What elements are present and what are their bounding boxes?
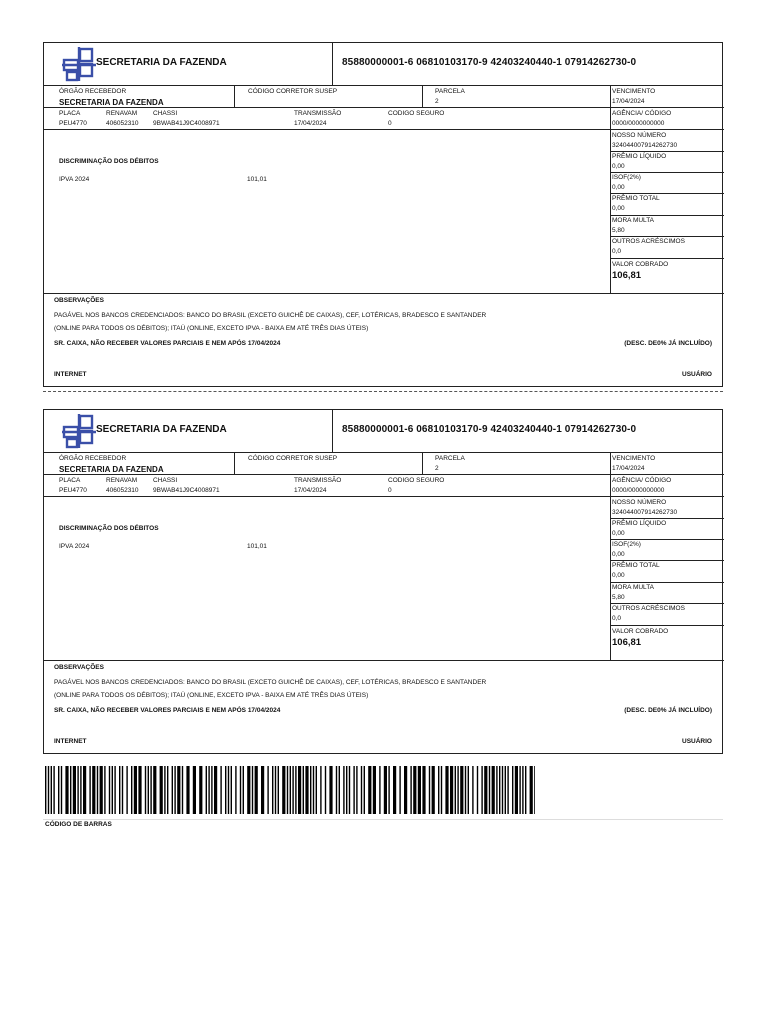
divider bbox=[610, 518, 724, 519]
premio-total-value: 0,00 bbox=[612, 205, 625, 212]
barcode-bar bbox=[160, 766, 163, 814]
barcode-bar bbox=[373, 766, 376, 814]
slip-header bbox=[44, 410, 722, 453]
barcode-bar bbox=[379, 766, 380, 814]
barcode-bar bbox=[182, 766, 183, 814]
barcode-bar bbox=[499, 766, 500, 814]
copy-label: USUÁRIO bbox=[682, 738, 712, 745]
outros-value: 0,0 bbox=[612, 615, 622, 622]
barcode-bar bbox=[122, 766, 123, 814]
barcode-bar bbox=[172, 766, 173, 814]
barcode-bar bbox=[502, 766, 503, 814]
barcode-bar bbox=[45, 766, 46, 814]
barcode-bar bbox=[368, 766, 371, 814]
debito-item-name: IPVA 2024 bbox=[59, 543, 90, 550]
orgao-value: SECRETARIA DA FAZENDA bbox=[59, 98, 164, 107]
barcode-bar bbox=[505, 766, 506, 814]
barcode-bar bbox=[131, 766, 132, 814]
barcode-bar bbox=[150, 766, 151, 814]
divider bbox=[43, 819, 723, 820]
agencia-value: 0000/0000000000 bbox=[612, 120, 665, 127]
barcode-bar bbox=[522, 766, 523, 814]
codigo-seguro-label: CODIGO SEGURO bbox=[388, 477, 445, 484]
barcode-bar bbox=[388, 766, 389, 814]
barcode-bar bbox=[343, 766, 344, 814]
observacoes-title: OBSERVAÇÕES bbox=[54, 664, 104, 671]
divider bbox=[234, 85, 235, 107]
valor-cobrado-value: 106,81 bbox=[612, 637, 642, 648]
barcode-bar bbox=[206, 766, 207, 814]
mora-multa-value: 5,80 bbox=[612, 594, 625, 601]
barcode-bar bbox=[432, 766, 435, 814]
divider bbox=[422, 85, 423, 107]
barcode-bar bbox=[119, 766, 120, 814]
barcode-bar bbox=[148, 766, 149, 814]
barcode-bar bbox=[261, 766, 264, 814]
barcode-bar bbox=[109, 766, 110, 814]
barcode-bar bbox=[399, 766, 400, 814]
debito-item-value: 101,01 bbox=[247, 176, 267, 183]
barcode-bar bbox=[153, 766, 156, 814]
divider bbox=[610, 539, 724, 540]
barcode-bar bbox=[404, 766, 407, 814]
vencimento-value: 17/04/2024 bbox=[612, 98, 645, 105]
payment-slip-2 bbox=[43, 409, 723, 754]
barcode-bar bbox=[134, 766, 137, 814]
parcela-label: PARCELA bbox=[435, 88, 465, 95]
barcode-bar bbox=[353, 766, 354, 814]
renavam-value: 406052310 bbox=[106, 487, 139, 494]
orgao-label: ÓRGÃO RECEBEDOR bbox=[59, 88, 127, 95]
barcode-bar bbox=[364, 766, 365, 814]
org-title: SECRETARIA DA FAZENDA bbox=[96, 424, 227, 435]
parcela-label: PARCELA bbox=[435, 455, 465, 462]
vencimento-label: VENCIMENTO bbox=[612, 455, 656, 462]
divider bbox=[610, 151, 724, 152]
divider bbox=[610, 258, 724, 259]
outros-label: OUTROS ACRÉSCIMOS bbox=[612, 238, 685, 245]
renavam-value: 406052310 bbox=[106, 120, 139, 127]
barcode-bar bbox=[275, 766, 276, 814]
barcode-bar bbox=[346, 766, 347, 814]
barcode-bar bbox=[429, 766, 430, 814]
barcode-bar bbox=[525, 766, 526, 814]
barcode-bar bbox=[100, 766, 103, 814]
barcode-bar bbox=[496, 766, 497, 814]
nosso-numero-label: NOSSO NÚMERO bbox=[612, 499, 667, 506]
observacoes-warning: SR. CAIXA, NÃO RECEBER VALORES PARCIAIS E NEM APÓS 17/04/2024 bbox=[54, 340, 281, 347]
barcode-bar bbox=[472, 766, 473, 814]
channel-label: INTERNET bbox=[54, 371, 87, 378]
observacoes-warning: SR. CAIXA, NÃO RECEBER VALORES PARCIAIS E NEM APÓS 17/04/2024 bbox=[54, 707, 281, 714]
org-title: SECRETARIA DA FAZENDA bbox=[96, 57, 227, 68]
divider bbox=[610, 85, 611, 293]
barcode-bar bbox=[145, 766, 146, 814]
premio-liquido-value: 0,00 bbox=[612, 163, 625, 170]
barcode-bar bbox=[339, 766, 340, 814]
divider bbox=[44, 107, 610, 108]
barcode-bar bbox=[325, 766, 326, 814]
barcode-bar bbox=[310, 766, 311, 814]
premio-total-label: PRÊMIO TOTAL bbox=[612, 195, 660, 202]
barcode-bar bbox=[89, 766, 90, 814]
barcode-bar bbox=[349, 766, 350, 814]
transmissao-label: TRANSMISSÃO bbox=[294, 110, 342, 117]
barcode-bar bbox=[530, 766, 533, 814]
premio-liquido-label: PRÊMIO LÍQUIDO bbox=[612, 153, 667, 160]
barcode-bar bbox=[477, 766, 478, 814]
barcode-bar bbox=[77, 766, 78, 814]
barcode-bar bbox=[167, 766, 168, 814]
divider bbox=[332, 43, 333, 85]
desc-note: (DESC. DE0% JÁ INCLUÍDO) bbox=[624, 340, 712, 347]
barcode-bar bbox=[53, 766, 54, 814]
barcode-bar bbox=[164, 766, 165, 814]
premio-liquido-label: PRÊMIO LÍQUIDO bbox=[612, 520, 667, 527]
barcode-bar bbox=[104, 766, 105, 814]
barcode-bar bbox=[410, 766, 411, 814]
divider bbox=[332, 410, 333, 452]
vencimento-label: VENCIMENTO bbox=[612, 88, 656, 95]
channel-label: INTERNET bbox=[54, 738, 87, 745]
transmissao-value: 17/04/2024 bbox=[294, 487, 327, 494]
barcode-bar bbox=[413, 766, 416, 814]
divider bbox=[610, 452, 611, 660]
barcode-bar bbox=[512, 766, 513, 814]
mora-multa-label: MORA MULTA bbox=[612, 217, 655, 224]
agencia-label: AGÊNCIA/ CÓDIGO bbox=[612, 477, 672, 484]
divider bbox=[610, 236, 724, 237]
renavam-label: RENAVAM bbox=[106, 477, 138, 484]
payment-slip-1 bbox=[43, 42, 723, 387]
divider bbox=[44, 293, 724, 294]
mora-multa-label: MORA MULTA bbox=[612, 584, 655, 591]
chassi-label: CHASSI bbox=[153, 110, 178, 117]
observacoes-title: OBSERVAÇÕES bbox=[54, 297, 104, 304]
barcode-bar bbox=[282, 766, 285, 814]
premio-liquido-value: 0,00 bbox=[612, 530, 625, 537]
orgao-label: ÓRGÃO RECEBEDOR bbox=[59, 455, 127, 462]
secretaria-logo-icon bbox=[62, 46, 98, 82]
barcode-bar bbox=[255, 766, 258, 814]
barcode-bar bbox=[97, 766, 98, 814]
barcode-bar bbox=[320, 766, 321, 814]
barcode-bar bbox=[481, 766, 482, 814]
barcode-bar bbox=[211, 766, 212, 814]
barcode-bar bbox=[83, 766, 86, 814]
desc-note: (DESC. DE0% JÁ INCLUÍDO) bbox=[624, 707, 712, 714]
codigo-seguro-value: 0 bbox=[388, 487, 392, 494]
debitos-title: DISCRIMINAÇÃO DOS DÉBITOS bbox=[59, 158, 159, 165]
barcode-bar bbox=[92, 766, 95, 814]
barcode-bar bbox=[240, 766, 241, 814]
barcode-bar bbox=[519, 766, 520, 814]
placa-value: PEU4770 bbox=[59, 120, 87, 127]
barcode-bar bbox=[455, 766, 456, 814]
premio-total-value: 0,00 bbox=[612, 572, 625, 579]
isof-label: ISOF(2%) bbox=[612, 541, 641, 548]
barcode-bar bbox=[272, 766, 273, 814]
barcode-bar bbox=[313, 766, 314, 814]
barcode-bar bbox=[384, 766, 387, 814]
divider bbox=[44, 496, 610, 497]
transmissao-label: TRANSMISSÃO bbox=[294, 477, 342, 484]
barcode-bar bbox=[80, 766, 81, 814]
barcode-bar bbox=[329, 766, 332, 814]
barcode-bar bbox=[48, 766, 49, 814]
parcela-value: 2 bbox=[435, 98, 439, 105]
divider bbox=[610, 496, 724, 497]
observacoes-line-2: (ONLINE PARA TODOS OS DÉBITOS); ITAÚ (ONLINE, EXCETO IPVA - BAIXA EM ATÉ TRÊS DIAS ÚTEIS) bbox=[54, 325, 369, 332]
isof-value: 0,00 bbox=[612, 551, 625, 558]
vencimento-value: 17/04/2024 bbox=[612, 465, 645, 472]
barcode-bar bbox=[468, 766, 469, 814]
divider bbox=[610, 129, 724, 130]
agencia-label: AGÊNCIA/ CÓDIGO bbox=[612, 110, 672, 117]
barcode-bar bbox=[174, 766, 175, 814]
divider bbox=[610, 582, 724, 583]
barcode-bar bbox=[199, 766, 202, 814]
barcode-bar bbox=[138, 766, 141, 814]
valor-cobrado-value: 106,81 bbox=[612, 270, 642, 281]
barcode-bar bbox=[422, 766, 425, 814]
barcode-digit-line: 85880000001-6 06810103170-9 42403240440-1 07914262730-0 bbox=[342, 57, 637, 68]
barcode-bar bbox=[177, 766, 180, 814]
barcode-bar bbox=[484, 766, 487, 814]
barcode-bar bbox=[186, 766, 189, 814]
divider bbox=[610, 474, 724, 475]
barcode-bar bbox=[305, 766, 308, 814]
placa-label: PLACA bbox=[59, 477, 81, 484]
barcode-bar bbox=[515, 766, 518, 814]
observacoes-line-1: PAGÁVEL NOS BANCOS CREDENCIADOS: BANCO DO BRASIL (EXCETO GUICHÊ DE CAIXAS), CEF, LOTÉRICAS, BRADESCO E SANTANDER bbox=[54, 679, 487, 686]
barcode-bar bbox=[247, 766, 250, 814]
valor-cobrado-label: VALOR COBRADO bbox=[612, 628, 669, 635]
corretor-label: CÓDIGO CORRETOR SUSEP bbox=[248, 88, 338, 95]
barcode-bar bbox=[214, 766, 217, 814]
barcode-bar bbox=[460, 766, 463, 814]
barcode-bar bbox=[450, 766, 453, 814]
divider bbox=[610, 172, 724, 173]
divider bbox=[44, 129, 610, 130]
barcode-bar bbox=[287, 766, 288, 814]
barcode-bar bbox=[278, 766, 279, 814]
barcode-bar bbox=[361, 766, 362, 814]
barcode-bar bbox=[225, 766, 226, 814]
barcode-bar bbox=[292, 766, 293, 814]
chassi-value: 9BWAB41J9C4008971 bbox=[153, 120, 220, 127]
barcode-bar bbox=[267, 766, 268, 814]
barcode-bar bbox=[534, 766, 535, 814]
renavam-label: RENAVAM bbox=[106, 110, 138, 117]
divider bbox=[610, 603, 724, 604]
premio-total-label: PRÊMIO TOTAL bbox=[612, 562, 660, 569]
codigo-seguro-label: CODIGO SEGURO bbox=[388, 110, 445, 117]
barcode-bar bbox=[336, 766, 337, 814]
barcode-bar bbox=[298, 766, 301, 814]
isof-value: 0,00 bbox=[612, 184, 625, 191]
barcode-bar bbox=[252, 766, 253, 814]
barcode-bar bbox=[393, 766, 396, 814]
barcode-bar bbox=[70, 766, 71, 814]
outros-value: 0,0 bbox=[612, 248, 622, 255]
barcode-bar bbox=[356, 766, 357, 814]
observacoes-line-2: (ONLINE PARA TODOS OS DÉBITOS); ITAÚ (ONLINE, EXCETO IPVA - BAIXA EM ATÉ TRÊS DIAS ÚTEIS) bbox=[54, 692, 369, 699]
copy-label: USUÁRIO bbox=[682, 371, 712, 378]
debitos-title: DISCRIMINAÇÃO DOS DÉBITOS bbox=[59, 525, 159, 532]
barcode-bar bbox=[220, 766, 221, 814]
debito-item-value: 101,01 bbox=[247, 543, 267, 550]
barcode-bar bbox=[295, 766, 296, 814]
barcode-bar bbox=[193, 766, 196, 814]
observacoes-line-1: PAGÁVEL NOS BANCOS CREDENCIADOS: BANCO DO BRASIL (EXCETO GUICHÊ DE CAIXAS), CEF, LOTÉRICAS, BRADESCO E SANTANDER bbox=[54, 312, 487, 319]
agencia-value: 0000/0000000000 bbox=[612, 487, 665, 494]
chassi-value: 9BWAB41J9C4008971 bbox=[153, 487, 220, 494]
barcode-bar bbox=[243, 766, 244, 814]
barcode-label: CÓDIGO DE BARRAS bbox=[45, 821, 112, 828]
barcode-bar bbox=[438, 766, 439, 814]
slip-header bbox=[44, 43, 722, 86]
barcode-bar bbox=[73, 766, 76, 814]
barcode-bar bbox=[114, 766, 115, 814]
barcode-bar bbox=[507, 766, 508, 814]
cut-line bbox=[43, 391, 723, 392]
outros-label: OUTROS ACRÉSCIMOS bbox=[612, 605, 685, 612]
barcode-bar bbox=[457, 766, 458, 814]
barcode-bar bbox=[51, 766, 52, 814]
barcode-bar bbox=[112, 766, 113, 814]
valor-cobrado-label: VALOR COBRADO bbox=[612, 261, 669, 268]
orgao-value: SECRETARIA DA FAZENDA bbox=[59, 465, 164, 474]
debito-item-name: IPVA 2024 bbox=[59, 176, 90, 183]
placa-value: PEU4770 bbox=[59, 487, 87, 494]
nosso-numero-value: 324044007914262730 bbox=[612, 509, 678, 516]
barcode-bar bbox=[290, 766, 291, 814]
divider bbox=[44, 474, 610, 475]
barcode-bar bbox=[208, 766, 209, 814]
barcode-bar bbox=[235, 766, 236, 814]
barcode-bar bbox=[441, 766, 442, 814]
barcode-bar bbox=[61, 766, 62, 814]
divider bbox=[44, 660, 724, 661]
barcode-digit-line: 85880000001-6 06810103170-9 42403240440-1 07914262730-0 bbox=[342, 424, 637, 435]
divider bbox=[610, 560, 724, 561]
barcode-bar bbox=[65, 766, 68, 814]
barcode-image bbox=[45, 766, 535, 814]
barcode-bar bbox=[231, 766, 232, 814]
chassi-label: CHASSI bbox=[153, 477, 178, 484]
barcode-bar bbox=[303, 766, 304, 814]
divider bbox=[422, 452, 423, 474]
barcode-bar bbox=[316, 766, 317, 814]
divider bbox=[610, 107, 724, 108]
transmissao-value: 17/04/2024 bbox=[294, 120, 327, 127]
barcode-bar bbox=[228, 766, 229, 814]
barcode-bar bbox=[465, 766, 466, 814]
nosso-numero-label: NOSSO NÚMERO bbox=[612, 132, 667, 139]
isof-label: ISOF(2%) bbox=[612, 174, 641, 181]
divider bbox=[610, 625, 724, 626]
divider bbox=[234, 452, 235, 474]
mora-multa-value: 5,80 bbox=[612, 227, 625, 234]
placa-label: PLACA bbox=[59, 110, 81, 117]
nosso-numero-value: 324044007914262730 bbox=[612, 142, 678, 149]
parcela-value: 2 bbox=[435, 465, 439, 472]
barcode-bar bbox=[489, 766, 490, 814]
barcode-bar bbox=[126, 766, 127, 814]
barcode-bar bbox=[58, 766, 59, 814]
codigo-seguro-value: 0 bbox=[388, 120, 392, 127]
corretor-label: CÓDIGO CORRETOR SUSEP bbox=[248, 455, 338, 462]
divider bbox=[610, 193, 724, 194]
barcode-bar bbox=[492, 766, 495, 814]
divider bbox=[610, 215, 724, 216]
barcode-bar bbox=[445, 766, 448, 814]
secretaria-logo-icon bbox=[62, 413, 98, 449]
barcode-bar bbox=[418, 766, 421, 814]
